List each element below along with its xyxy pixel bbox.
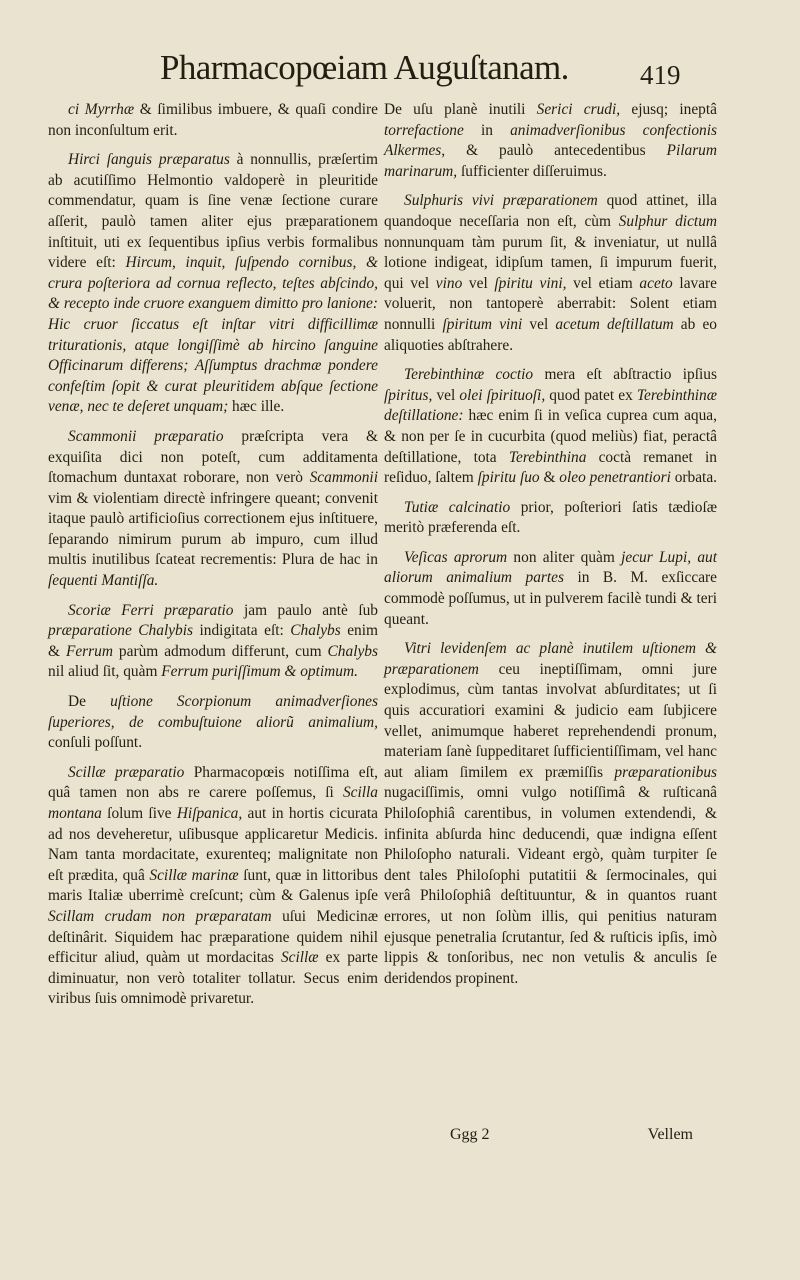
text-run: ſufficienter diſſeruimus. [457,162,607,180]
text-run: vel [462,274,495,292]
text-run: in [463,121,511,139]
italic-term: Terebinthinæ deſtillatione: [384,386,718,425]
right-paragraph [384,365,717,489]
italic-term: Serici crudi, [536,101,621,118]
italic-term: Pilarum marinarum, [384,142,717,180]
text-run: in B. M. exſiccare commodè poſſumus, ut in pulverem facilè tundi & teri queant. [384,569,717,628]
text-run: nil aliud ſit, quàm [48,663,162,681]
text-run: vim & violentiam directè infringere queant; convenit itaque paulò artificioſius correctionem ejus inſtituere, ſeparando nimirum purum ab impuro, cum illud multis inutilibus ſcateat recrementis: Plura de hac in [48,489,378,569]
italic-term: Vitri levidenſem ac planè inutilem uſtionem & præparationem [384,640,717,678]
italic-term: Chalybs [327,642,378,660]
italic-term: Scillæ præparatio [68,763,185,781]
text-run: ex parte diminuatur, non verò totaliter tollatur. Secus enim viribus ſuis omnimodè privaretur. [48,949,378,1008]
text-run: vel etiam [566,274,640,292]
left-paragraph [48,692,378,754]
page-header [0,48,800,98]
left-paragraph [48,427,378,592]
italic-term: animadverſionibus confectionis Alkermes, [384,121,717,160]
text-run: De uſu planè inutili [384,101,537,118]
text-run: hæc enim ſi in veſica cuprea cum aqua, & non per ſe in cucurbita (quod meliùs) fiat, peractâ deſtillatione, tota [384,407,717,466]
text-run: & ſimilibus imbuere, & quaſi condire non inconſultum erit. [48,101,378,139]
text-run: jam paulo antè ſub [233,601,378,619]
left-column [48,100,378,1019]
italic-term: olei ſpirituoſi, [459,386,546,404]
text-run: parùm admodum differunt, cum [112,642,328,660]
text-run: nugaciſſimis, omni vulgo notiſſimâ & ruſticanâ Philoſophiâ carentibus, in volumen extendendi, & infinita abſurda hinc deducendi, quæ indigna eſſent Philoſopho naturali. Videant ergò, quàm turpiter ſe dent tales Philoſophi putatitii & ſermocinales, qui verâ Philoſophiâ deſtituuntur, & in quantos ruant errores, ut non ſolùm illis, qui penitius naturam ejusque penetralia ſcrutantur, ſed & ruſticis ipſis, imò lippis & tonſoribus, nec non vetulis & anculis ſe deridendos propinent. [384,784,717,987]
text-run: indigitata eſt: [193,622,291,640]
italic-term: vino [435,274,463,292]
italic-term: Ferrum puriſſimum & optimum. [161,663,358,681]
italic-term: Hircum, inquit, ſuſpendo cornibus, & crura poſteriora ad cornua reflecto, teſtes abſcindo, & recepto inde cruore exanguem dimitto pro lanione: Hic cruor ſiccatus eſt inſtar vitri difficillimæ triturationis, atque longiſſimè ab hircino ſanguine Officinarum differens; Aſſumptus drachmæ pondere confeſtim ſopit & curat pleuritidem abſque ſectione venæ, nec te deſeret unquam; [48,254,379,416]
italic-term: torrefactione [384,121,464,139]
italic-term: Scilla montana [48,784,378,822]
right-column [384,100,717,998]
left-paragraph [48,601,378,683]
text-run: Pharmacopœis notiſſima eſt, quâ tamen non abs re carere poſſemus, ſi [48,763,378,802]
italic-term: jecur Lupi, aut aliorum animalium partes [384,548,717,587]
italic-term: Terebinthina [508,448,587,466]
left-paragraph [48,100,378,141]
italic-term: Sulphur dictum [618,212,718,230]
italic-term: Scillæ [280,949,319,967]
text-run: nonnunquam tàm purum ſit, & inveniatur, ut nullâ lotione indigeat, idipſum tamen, ſi impurum fuerit, qui vel [384,233,717,292]
italic-term: Scammonii [309,469,378,487]
italic-term: Sulphuris vivi præparationem [404,192,598,210]
italic-term: Tutiæ calcinatio [404,498,511,516]
italic-term: Scillæ marinæ [149,866,239,884]
text-run: orbata. [670,469,718,487]
text-run: quod patet ex [545,386,637,404]
italic-term: Scammonii præparatio [68,427,224,445]
italic-term: ſpiritu vini, [494,274,567,292]
italic-term: acetum deſtillatum [555,315,674,333]
italic-term: ci Myrrhæ [68,101,135,118]
text-run: ſolum ſive [101,805,177,822]
italic-term: Ferrum [65,642,113,660]
text-run: & paulò antecedentibus [445,142,667,160]
right-paragraph [384,100,717,182]
text-run: vel [432,386,460,404]
running-head: Pharmacopœiam Auguſtanam. [160,48,569,87]
italic-term: Veſicas aprorum [404,548,508,566]
text-run: & [539,469,560,487]
left-paragraph [48,150,378,418]
text-run: aut in hortis cicurata ad nos deveheretur, uſibusque applicaretur Medicis. Nam tanta mordacitate, exurenteq; malignitate non eſt prædita, quâ [48,805,378,884]
italic-term: præparationibus [614,763,717,781]
left-paragraph [48,763,378,1010]
text-run: De [68,693,111,711]
text-run: præſcripta vera & exquiſita dici non poteſt, cum additamenta ſtomachum duntaxat roborare, non verò [48,427,378,487]
text-run: lavare voluerit, non tantoperè aberrabit: Solent etiam nonnulli [384,274,718,333]
right-paragraph [384,191,717,356]
text-run: ejusq; ineptâ [620,101,717,118]
page-footer [384,1126,717,1148]
text-run: à nonnullis, præſertim ab acutiſſimo Helmontio valdoperè in pleuritide commendatur, quam is ſine venæ ſectione curare aſſerit, paulò tamen aliter ejus præparationem inſtituit, uti ex ſequentibus ipſius verbis formalibus videre eſt: [48,151,379,272]
italic-term: Hirci ſanguis præparatus [68,151,230,169]
text-run: conſuli poſſunt. [48,734,143,752]
text-run: prior, poſteriori ſatis tædioſæ meritò præferenda eſt. [384,498,717,537]
italic-term: Scoriæ Ferri præparatio [68,601,234,619]
text-run: vel [522,315,556,333]
italic-term: uſtione Scorpionum animadverſiones ſuperiores, de combuſtuione aliorũ animalium, [48,693,378,731]
italic-term: ſpiritus, [384,386,433,404]
italic-term: ſequenti Mantiſſa. [48,572,159,590]
italic-term: ſpiritu ſuo [477,469,540,487]
italic-term: Hiſpanica, [176,805,243,822]
text-run: mera eſt abſtractio ipſius [533,366,717,384]
text-run: ab eo aliquoties abſtrahere. [384,315,717,354]
italic-term: ſpiritum vini [442,315,523,333]
text-run: coctà remanet in reſiduo, ſaltem [384,448,717,487]
right-paragraph [384,639,717,989]
signature-mark: Ggg 2 [450,1126,490,1143]
page-number: 419 [640,60,681,90]
italic-term: oleo penetrantiori [559,469,671,487]
catchword: Vellem [647,1126,693,1143]
text-run: ceu ineptiſſimam, omni jure explodimus, cùm tantas involvat abſurditates; ut ſi quis accuratiori examini & judicio eam ſubjicere vellet, animumque haberet reprehendendi pronum, materiam ſanè ſuppeditaret ſufficientiſſimam, vel hanc aut aliam ſimilem ex præmiſſis [384,660,717,781]
text-run: ſunt, quæ in littoribus maris Italiæ uberrimè creſcunt; cùm & Galenus ipſe [48,866,378,905]
italic-term: aceto [639,274,673,292]
text-run: enim & [48,622,378,660]
italic-term: Scillam crudam non præparatam [48,907,272,925]
text-run: quod attinet, illa quandoque neceſſaria non eſt, cùm [384,192,717,230]
text-run: uſui Medicinæ deſtinârit. Siquidem hac præparatione quidem nihil efficitur aliud, quàm ut mordacitas [48,907,378,967]
text-run: hæc ille. [228,398,285,416]
italic-term: præparatione Chalybis [48,622,194,640]
italic-term: Terebinthinæ coctio [404,366,534,384]
right-paragraph [384,548,717,630]
right-paragraph [384,498,717,539]
italic-term: Chalybs [290,622,341,640]
text-run: non aliter quàm [507,548,622,566]
